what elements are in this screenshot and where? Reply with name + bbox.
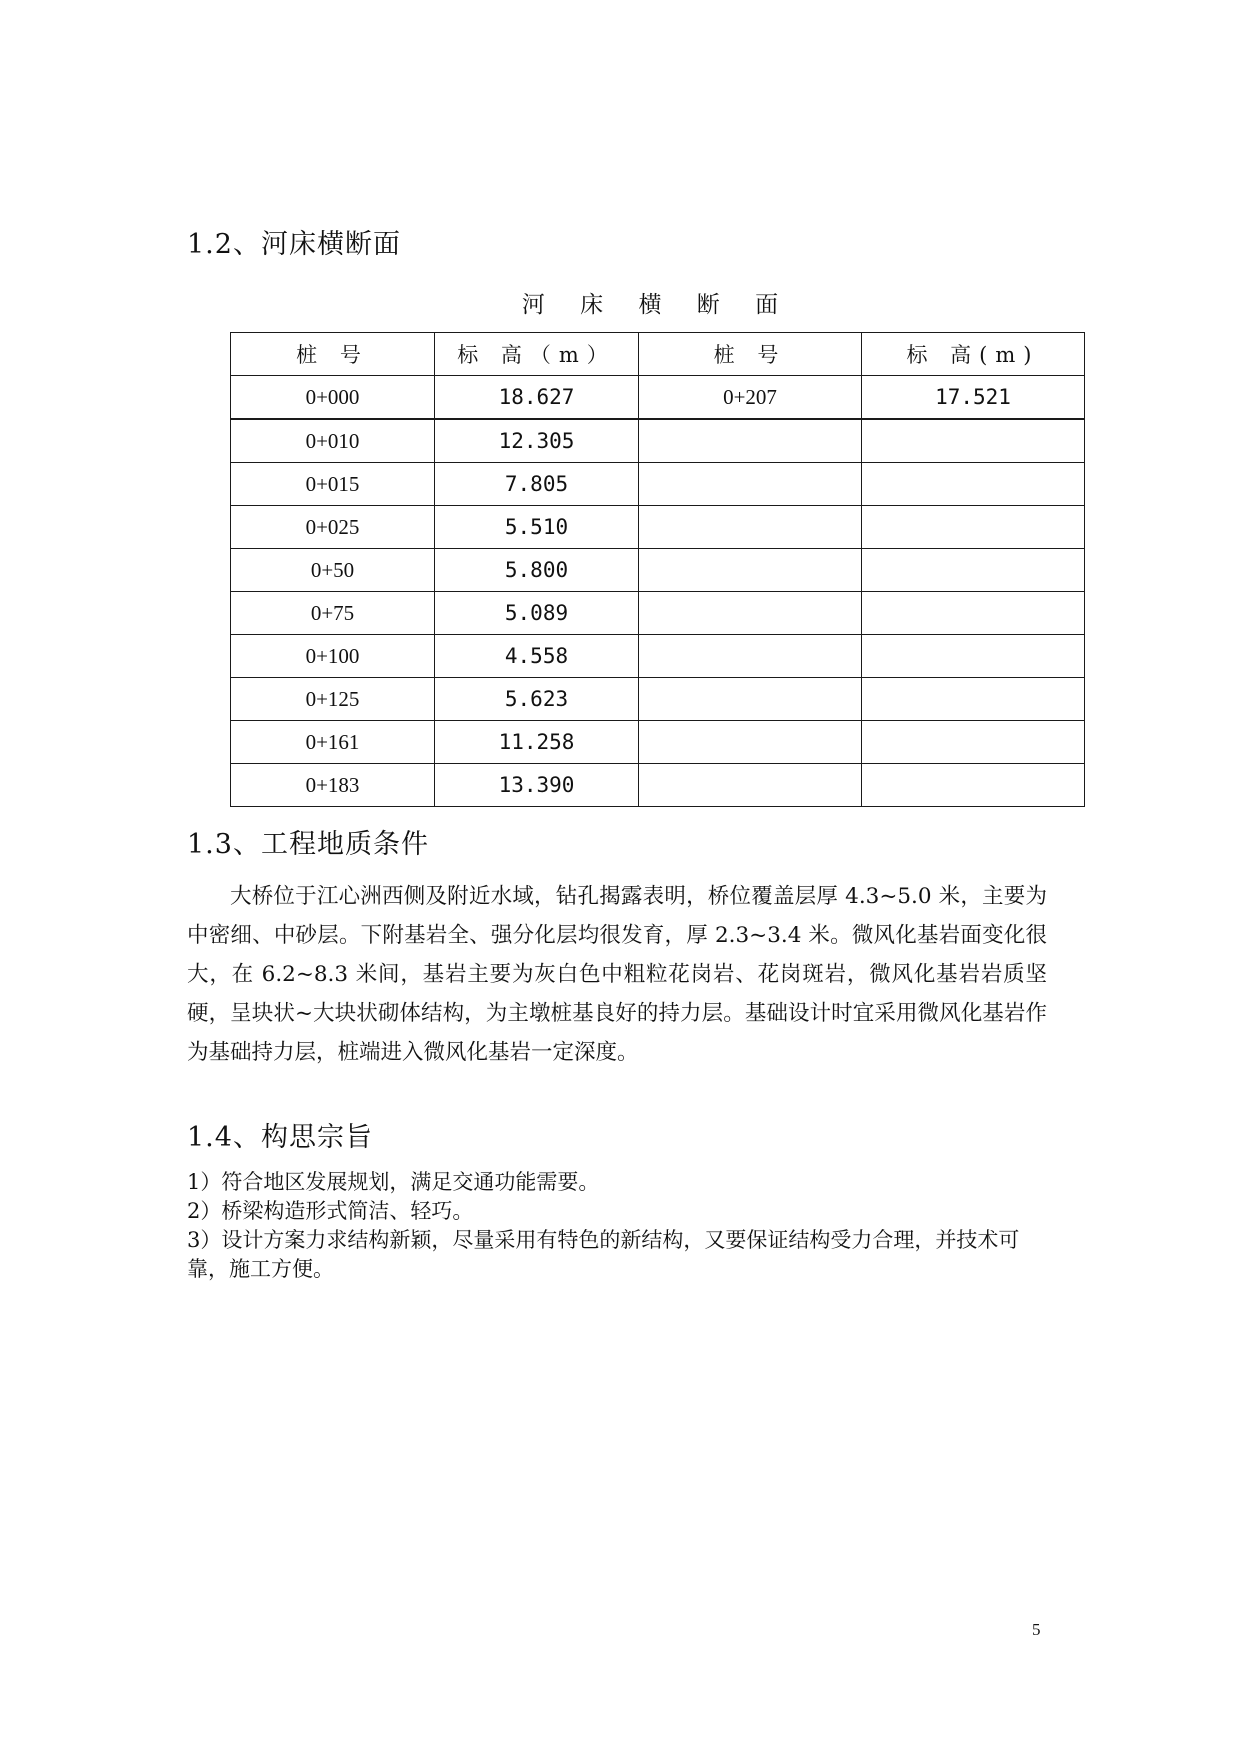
elevation-cell <box>862 549 1085 592</box>
elevation-cell: 7.805 <box>435 463 639 506</box>
elevation-cell <box>862 678 1085 721</box>
geology-paragraph: 大桥位于江心洲西侧及附近水域，钻孔揭露表明，桥位覆盖层厚 4.3~5.0 米，主要为中密细、中砂层。下附基岩全、强分化层均很发育，厚 2.3~3.4 米。微风化基岩面变化很大，在 6.2~8.3 米间，基岩主要为灰白色中粗粒花岗岩、花岗斑岩，微风化基岩岩质坚硬，呈块状~大块状砌体结构，为主墩桩基良好的持力层。基础设计时宜采用微风化基岩作为基础持力层，桩端进入微风化基岩一定深度。 <box>187 884 1047 1065</box>
stake-cell <box>639 549 862 592</box>
stake-cell <box>639 721 862 764</box>
stake-cell: 0+75 <box>231 592 435 635</box>
table-row <box>231 764 1085 807</box>
list-item: 3）设计方案力求结构新颖，尽量采用有特色的新结构，又要保证结构受力合理，并技术可靠，施工方便。 <box>187 1228 1020 1281</box>
header-stake-1: 桩 号 <box>231 333 435 376</box>
section-heading-geology: 1.3、工程地质条件 <box>187 829 429 860</box>
cross-section-table <box>230 332 1085 807</box>
table-row <box>231 592 1085 635</box>
table-row <box>231 419 1085 463</box>
stake-cell: 0+161 <box>231 721 435 764</box>
table-row <box>231 721 1085 764</box>
elevation-cell: 12.305 <box>435 419 639 463</box>
stake-cell <box>639 678 862 721</box>
table-caption: 河 床 横 断 面 <box>521 292 793 318</box>
stake-cell <box>639 463 862 506</box>
design-aims-list <box>187 1168 1047 1284</box>
table-row <box>231 635 1085 678</box>
table-header-row <box>231 333 1085 376</box>
stake-cell: 0+015 <box>231 463 435 506</box>
elevation-cell <box>862 721 1085 764</box>
table-row <box>231 549 1085 592</box>
elevation-cell: 11.258 <box>435 721 639 764</box>
stake-cell <box>639 635 862 678</box>
stake-cell <box>639 592 862 635</box>
stake-cell <box>639 764 862 807</box>
stake-cell: 0+025 <box>231 506 435 549</box>
elevation-cell: 17.521 <box>862 376 1085 420</box>
stake-cell <box>639 506 862 549</box>
table-row <box>231 678 1085 721</box>
elevation-cell <box>862 635 1085 678</box>
elevation-cell: 18.627 <box>435 376 639 420</box>
header-elevation-1: 标 高（m） <box>435 333 639 376</box>
stake-cell: 0+183 <box>231 764 435 807</box>
section-heading-design-aims: 1.4、构思宗旨 <box>187 1122 373 1153</box>
elevation-cell: 5.623 <box>435 678 639 721</box>
elevation-cell <box>862 506 1085 549</box>
elevation-cell: 4.558 <box>435 635 639 678</box>
stake-cell: 0+010 <box>231 419 435 463</box>
stake-cell: 0+207 <box>639 376 862 420</box>
elevation-cell: 5.510 <box>435 506 639 549</box>
elevation-cell <box>862 419 1085 463</box>
elevation-cell <box>862 592 1085 635</box>
elevation-cell <box>862 463 1085 506</box>
stake-cell: 0+125 <box>231 678 435 721</box>
page-number: 5 <box>1032 1620 1041 1639</box>
list-item: 2）桥梁构造形式简洁、轻巧。 <box>187 1199 474 1223</box>
table-row <box>231 463 1085 506</box>
header-elevation-2: 标 高(m) <box>862 333 1085 376</box>
stake-cell: 0+000 <box>231 376 435 420</box>
elevation-cell: 5.089 <box>435 592 639 635</box>
list-item: 1）符合地区发展规划，满足交通功能需要。 <box>187 1170 600 1194</box>
elevation-cell: 13.390 <box>435 764 639 807</box>
table-row <box>231 376 1085 420</box>
stake-cell: 0+100 <box>231 635 435 678</box>
table-row <box>231 506 1085 549</box>
stake-cell: 0+50 <box>231 549 435 592</box>
elevation-cell <box>862 764 1085 807</box>
stake-cell <box>639 419 862 463</box>
header-stake-2: 桩 号 <box>639 333 862 376</box>
section-heading-cross-section: 1.2、河床横断面 <box>187 229 401 260</box>
elevation-cell: 5.800 <box>435 549 639 592</box>
